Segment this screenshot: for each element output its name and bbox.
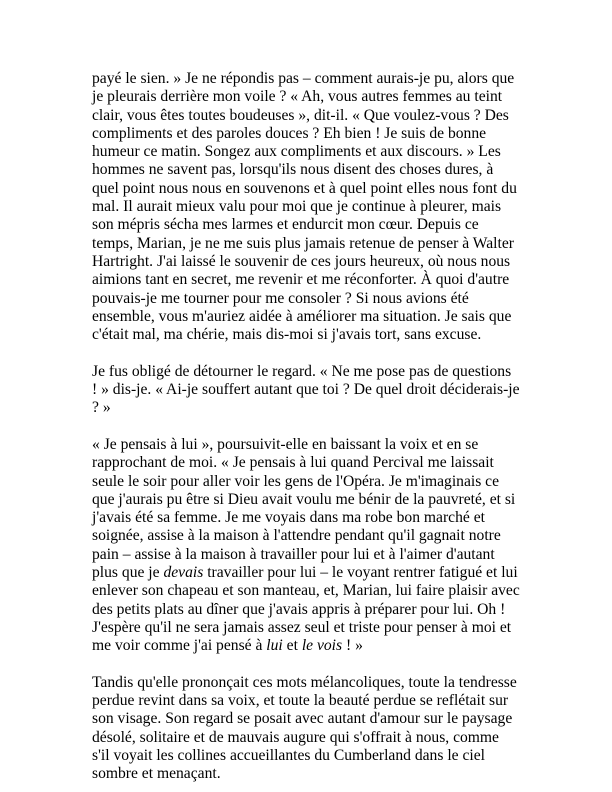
paragraph-3-text-part-3: et [282, 637, 302, 655]
paragraph-4-text: Tandis qu'elle prononçait ces mots mélancoliques, toute la tendresse perdue revint dans sa voix, et toute la beauté perdue se reflétait sur son visage. Son regard se posait avec autant d'amour sur le paysage désolé, solitaire et de mauvais augure qui s'offrait à nous, comme s'il voyait les collines accueillantes du Cumberland dans le ciel sombre et menaçant. [92, 673, 517, 783]
paragraph-2-text: Je fus obligé de détourner le regard. « Ne me pose pas de questions ! » dis-je. « Ai-je souffert autant que toi ? De quel droit déciderais-je ? » [92, 362, 520, 417]
paragraph-3-text-part-2: travailler pour lui – le voyant rentrer fatigué et lui enlever son chapeau et son manteau, et, Marian, lui faire plaisir avec des petits plats au dîner que j'avais appris à préparer pour lui. Oh ! J'espère qu'il ne sera jamais assez seul et triste pour penser à moi et me voir comme j'ai pensé à [92, 564, 520, 655]
paragraph-3-text-part-1: « Je pensais à lui », poursuivit-elle en baissant la voix et en se rapprochant de moi. « Je pensais à lui quand Percival me laissait seule le soir pour aller voir les gens de l'Opéra. Je m'imaginais ce que j'aurais pu être si Dieu avait voulu me bénir de la pauvreté, et si j'avais été sa femme. Je me voyais dans ma robe bon marché et soignée, assise à la maison à l'attendre pendant qu'il gagnait notre pain – assise à la maison à travailler pour lui et à l'aimer d'autant plus que je [92, 435, 516, 582]
paragraph-3-text-part-4: ! » [342, 637, 363, 655]
paragraph-1-text: payé le sien. » Je ne répondis pas – comment aurais-je pu, alors que je pleurais derrière mon voile ? « Ah, vous autres femmes au teint clair, vous êtes toutes boudeuses », dit-il. « Que voulez-vous ? Des compliments et des paroles douces ? Eh bien ! Je suis de bonne humeur ce matin. Songez aux compliments et aux discours. » Les hommes ne savent pas, lorsqu'ils nous disent des choses dures, à quel point nous nous en souvenons et à quel point elles nous font du mal. Il aurait mieux valu pour moi que je continue à pleurer, mais son mépris sécha mes larmes et endurcit mon cœur. Depuis ce temps, Marian, je ne me suis plus jamais retenue de penser à Walter Hartright. J'ai laissé le souvenir de ces jours heureux, où nous nous aimions tant en secret, me revenir et me réconforter. À quoi d'autre pouvais-je me tourner pour me consoler ? Si nous avions été ensemble, vous m'auriez aidée à améliorer ma situation. Je sais que c'était mal, ma chérie, mais dis-moi si j'avais tort, sans excuse. [92, 70, 517, 344]
document-page [92, 70, 520, 784]
paragraph-1 [92, 70, 520, 344]
italic-word-devais: devais [163, 564, 204, 582]
paragraph-3 [92, 436, 520, 656]
italic-words-le-vois: le vois [301, 637, 343, 655]
paragraph-4 [92, 674, 520, 784]
paragraph-2 [92, 363, 520, 418]
italic-word-lui: lui [266, 637, 283, 655]
